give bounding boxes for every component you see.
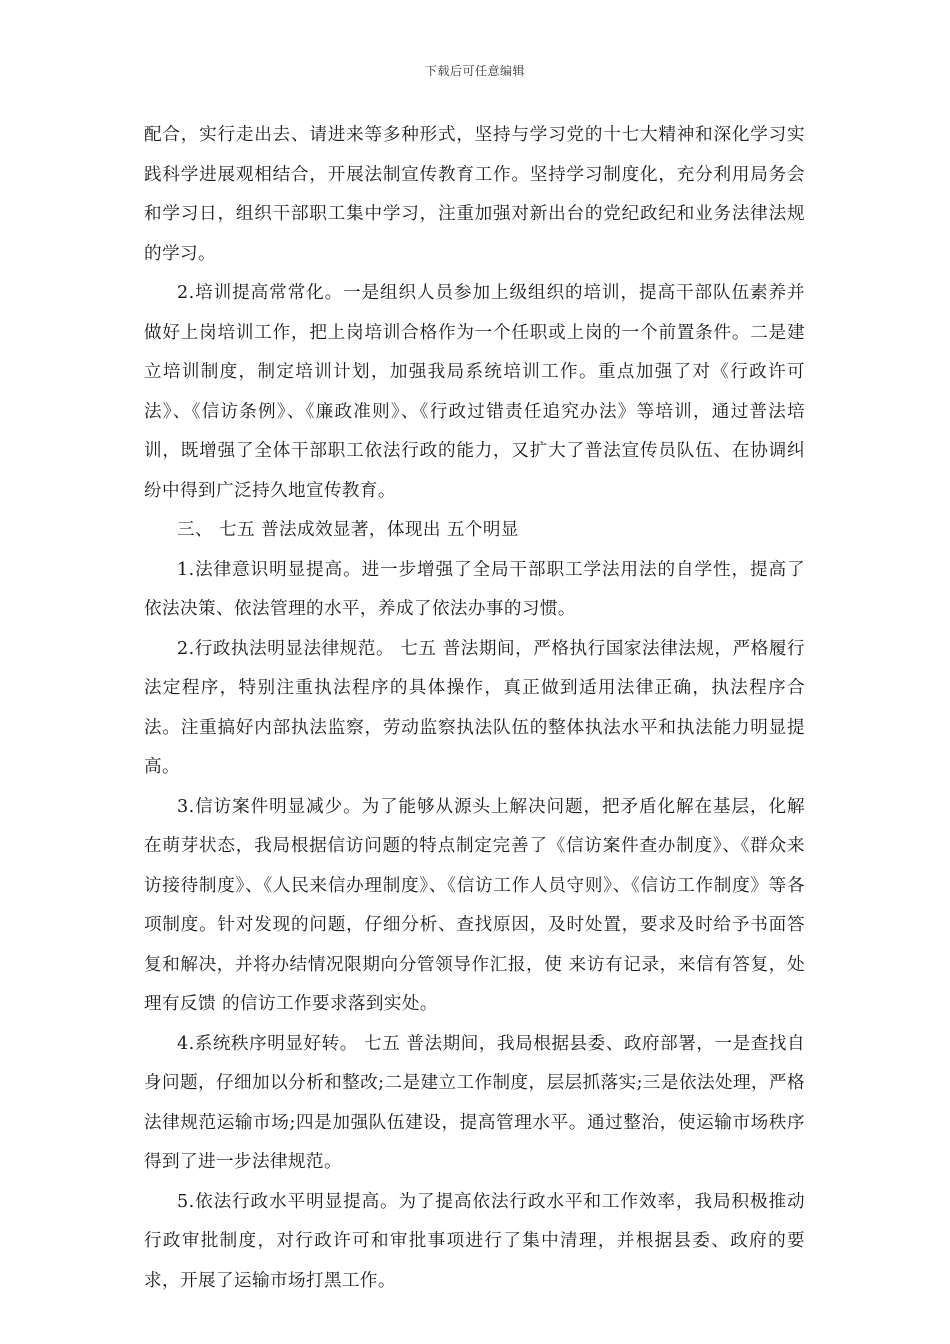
paragraph-petition-cases: 3.信访案件明显减少。为了能够从源头上解决问题，把矛盾化解在基层，化解在萌芽状态，我局根据信访问题的特点制定完善了《信访案件查办制度》、《群众来访接待制度》、《人民来信办理制度》、《信访工作人员守则》、《信访工作制度》等各项制度。针对发现的问题，仔细分析、查找原因，及时处置，要求及时给予书面答复和解决，并将办结情况限期向分管领导作汇报，使 来访有记录，来信有答复，处理有反馈 的信访工作要求落到实处。 [144, 796, 805, 1014]
page-header-note: 下载后可任意编辑 [424, 64, 525, 78]
paragraph-legal-awareness: 1.法律意识明显提高。进一步增强了全局干部职工学法用法的自学性，提高了依法决策、依法管理的水平，养成了依法办事的习惯。 [144, 559, 805, 619]
paragraph-system-order: 4.系统秩序明显好转。 七五 普法期间，我局根据县委、政府部署，一是查找自身问题，仔细加以分析和整改;二是建立工作制度，层层抓落实;三是依法处理，严格法律规范运输市场;四是加强队伍建设，提高管理水平。通过整治，使运输市场秩序得到了进一步法律规范。 [144, 1033, 805, 1172]
paragraph-law-enforcement: 2.行政执法明显法律规范。 七五 普法期间，严格执行国家法律法规，严格履行法定程序，特别注重执法程序的具体操作，真正做到适用法律正确，执法程序合法。注重搞好内部执法监察，劳动监察执法队伍的整体执法水平和执法能力明显提高。 [144, 638, 805, 777]
paragraph-administration-level: 5.依法行政水平明显提高。为了提高依法行政水平和工作效率，我局积极推动行政审批制度，对行政许可和审批事项进行了集中清理，并根据县委、政府的要求，开展了运输市场打黑工作。 [144, 1191, 805, 1291]
paragraph-study-continuation: 配合，实行走出去、请进来等多种形式，坚持与学习党的十七大精神和深化学习实践科学进展观相结合，开展法制宣传教育工作。坚持学习制度化，充分利用局务会和学习日，组织干部职工集中学习，注重加强对新出台的党纪政纪和业务法律法规的学习。 [144, 125, 805, 264]
paragraph-training: 2.培训提高常常化。一是组织人员参加上级组织的培训，提高干部队伍素养并做好上岗培训工作，把上岗培训合格作为一个任职或上岗的一个前置条件。二是建立培训制度，制定培训计划，加强我局系统培训工作。重点加强了对《行政许可法》、《信访条例》、《廉政准则》、《行政过错责任追究办法》等培训，通过普法培训，既增强了全体干部职工依法行政的能力，又扩大了普法宣传员队伍、在协调纠纷中得到广泛持久地宣传教育。 [144, 283, 805, 501]
document-body [144, 116, 805, 1301]
section-heading-results: 三、 七五 普法成效显著，体现出 五个明显 [177, 520, 519, 540]
